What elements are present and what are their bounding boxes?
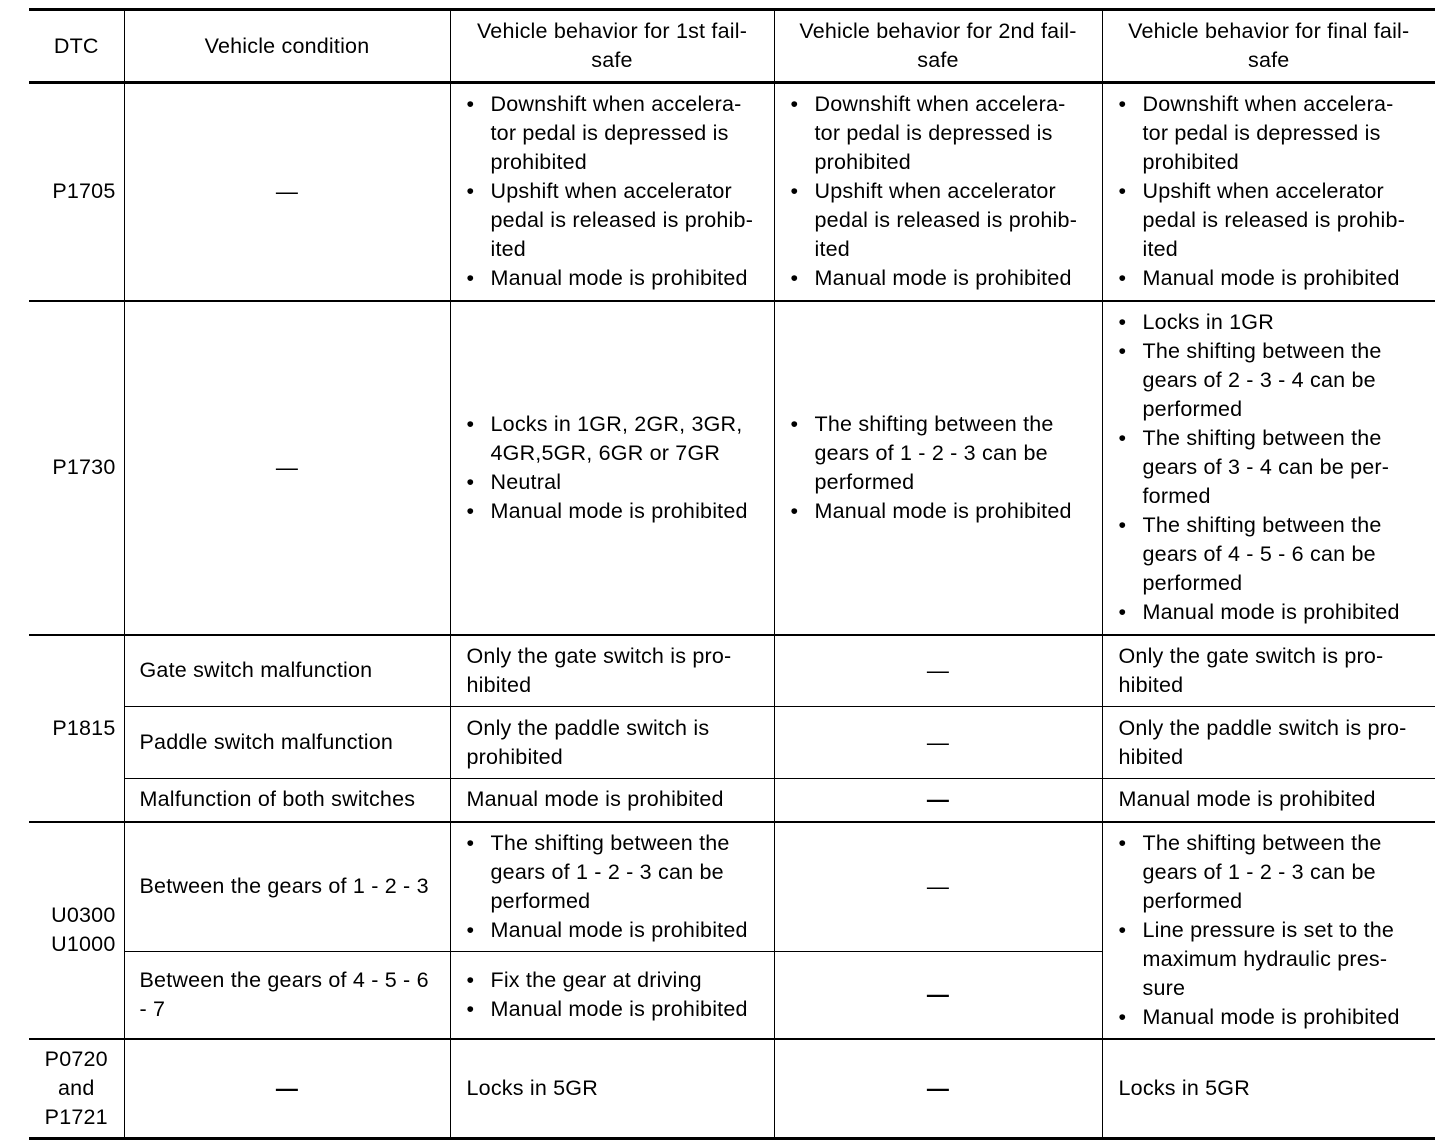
vehicle-condition: Between the gears of 1 - 2 - 3 (124, 822, 450, 952)
second-behavior-dash: — (774, 952, 1102, 1039)
first-behavior-cell: Manual mode is prohibited (450, 779, 774, 822)
list-item: • Manual mode is prohibited (467, 916, 768, 945)
table-row-p1815-gate (29, 635, 1435, 707)
list-item: • The shifting between the gears of 4 - 5 - 6 can be performed (1119, 511, 1430, 598)
table-row-p1815-both (29, 779, 1435, 822)
list-item: • Manual mode is prohibited (1119, 264, 1430, 293)
condition-dash: — (124, 301, 450, 635)
table-header-row (29, 10, 1435, 83)
list-item: • Fix the gear at driving (467, 966, 768, 995)
header-1st-fail-safe: Vehicle behavior for 1st fail- safe (450, 10, 774, 83)
list-item: • Manual mode is prohibited (467, 995, 768, 1024)
fail-safe-table (29, 8, 1435, 1140)
dtc-code: U0300 U1000 (29, 822, 124, 1039)
list-item: • Manual mode is prohibited (791, 264, 1096, 293)
list-item: • Upshift when accelerator pedal is released is prohib- ited (467, 177, 768, 264)
final-behavior-cell (1102, 83, 1435, 301)
table-row-p1705 (29, 83, 1435, 301)
list-item: • Line pressure is set to the maximum hydraulic pres- sure (1119, 916, 1430, 1003)
second-behavior-dash: — (774, 1039, 1102, 1139)
final-behavior-cell (1102, 822, 1435, 1039)
final-behavior-cell: Only the paddle switch is pro- hibited (1102, 707, 1435, 779)
final-behavior-cell: Only the gate switch is pro- hibited (1102, 635, 1435, 707)
first-behavior-cell (450, 822, 774, 952)
final-behavior-cell: Manual mode is prohibited (1102, 779, 1435, 822)
list-item: • Locks in 1GR, 2GR, 3GR, 4GR,5GR, 6GR or 7GR (467, 410, 768, 468)
list-item: • Upshift when accelerator pedal is released is prohib- ited (791, 177, 1096, 264)
list-item: • Manual mode is prohibited (1119, 1003, 1430, 1032)
list-item: • The shifting between the gears of 1 - 2 - 3 can be performed (467, 829, 768, 916)
first-behavior-cell (450, 83, 774, 301)
header-vehicle-condition: Vehicle condition (124, 10, 450, 83)
condition-dash: — (124, 83, 450, 301)
second-behavior-cell (774, 301, 1102, 635)
list-item: • Downshift when accelera- tor pedal is depressed is prohibited (1119, 90, 1430, 177)
first-behavior-cell: Only the paddle switch is prohibited (450, 707, 774, 779)
list-item: • Neutral (467, 468, 768, 497)
second-behavior-dash: — (774, 635, 1102, 707)
dtc-code: P1705 (29, 83, 124, 301)
list-item: • Manual mode is prohibited (791, 497, 1096, 526)
second-behavior-dash: — (774, 707, 1102, 779)
table-row-u0300-gears-123 (29, 822, 1435, 952)
list-item: • The shifting between the gears of 3 - 4 can be per- formed (1119, 424, 1430, 511)
list-item: • Manual mode is prohibited (467, 264, 768, 293)
list-item: • Manual mode is prohibited (1119, 598, 1430, 627)
dtc-code: P1815 (29, 635, 124, 822)
first-behavior-cell (450, 952, 774, 1039)
vehicle-condition: Gate switch malfunction (124, 635, 450, 707)
header-2nd-fail-safe: Vehicle behavior for 2nd fail- safe (774, 10, 1102, 83)
final-behavior-cell: Locks in 5GR (1102, 1039, 1435, 1139)
list-item: • Locks in 1GR (1119, 308, 1430, 337)
second-behavior-dash: — (774, 779, 1102, 822)
vehicle-condition: Between the gears of 4 - 5 - 6 - 7 (124, 952, 450, 1039)
condition-dash: — (124, 1039, 450, 1139)
header-dtc: DTC (29, 10, 124, 83)
first-behavior-cell: Locks in 5GR (450, 1039, 774, 1139)
first-behavior-cell: Only the gate switch is pro- hibited (450, 635, 774, 707)
header-final-fail-safe: Vehicle behavior for final fail- safe (1102, 10, 1435, 83)
table-row-p0720 (29, 1039, 1435, 1139)
vehicle-condition: Malfunction of both switches (124, 779, 450, 822)
list-item: • Downshift when accelera- tor pedal is depressed is prohibited (467, 90, 768, 177)
vehicle-condition: Paddle switch malfunction (124, 707, 450, 779)
dtc-code: P1730 (29, 301, 124, 635)
final-behavior-cell (1102, 301, 1435, 635)
list-item: • Upshift when accelerator pedal is released is prohib- ited (1119, 177, 1430, 264)
first-behavior-cell (450, 301, 774, 635)
dtc-code: P0720 and P1721 (29, 1039, 124, 1139)
second-behavior-dash: — (774, 822, 1102, 952)
list-item: • The shifting between the gears of 2 - 3 - 4 can be performed (1119, 337, 1430, 424)
list-item: • Manual mode is prohibited (467, 497, 768, 526)
table-row-p1815-paddle (29, 707, 1435, 779)
list-item: • The shifting between the gears of 1 - 2 - 3 can be performed (1119, 829, 1430, 916)
fail-safe-table-container (29, 8, 1435, 1140)
list-item: • Downshift when accelera- tor pedal is depressed is prohibited (791, 90, 1096, 177)
second-behavior-cell (774, 83, 1102, 301)
list-item: • The shifting between the gears of 1 - 2 - 3 can be performed (791, 410, 1096, 497)
table-row-p1730 (29, 301, 1435, 635)
